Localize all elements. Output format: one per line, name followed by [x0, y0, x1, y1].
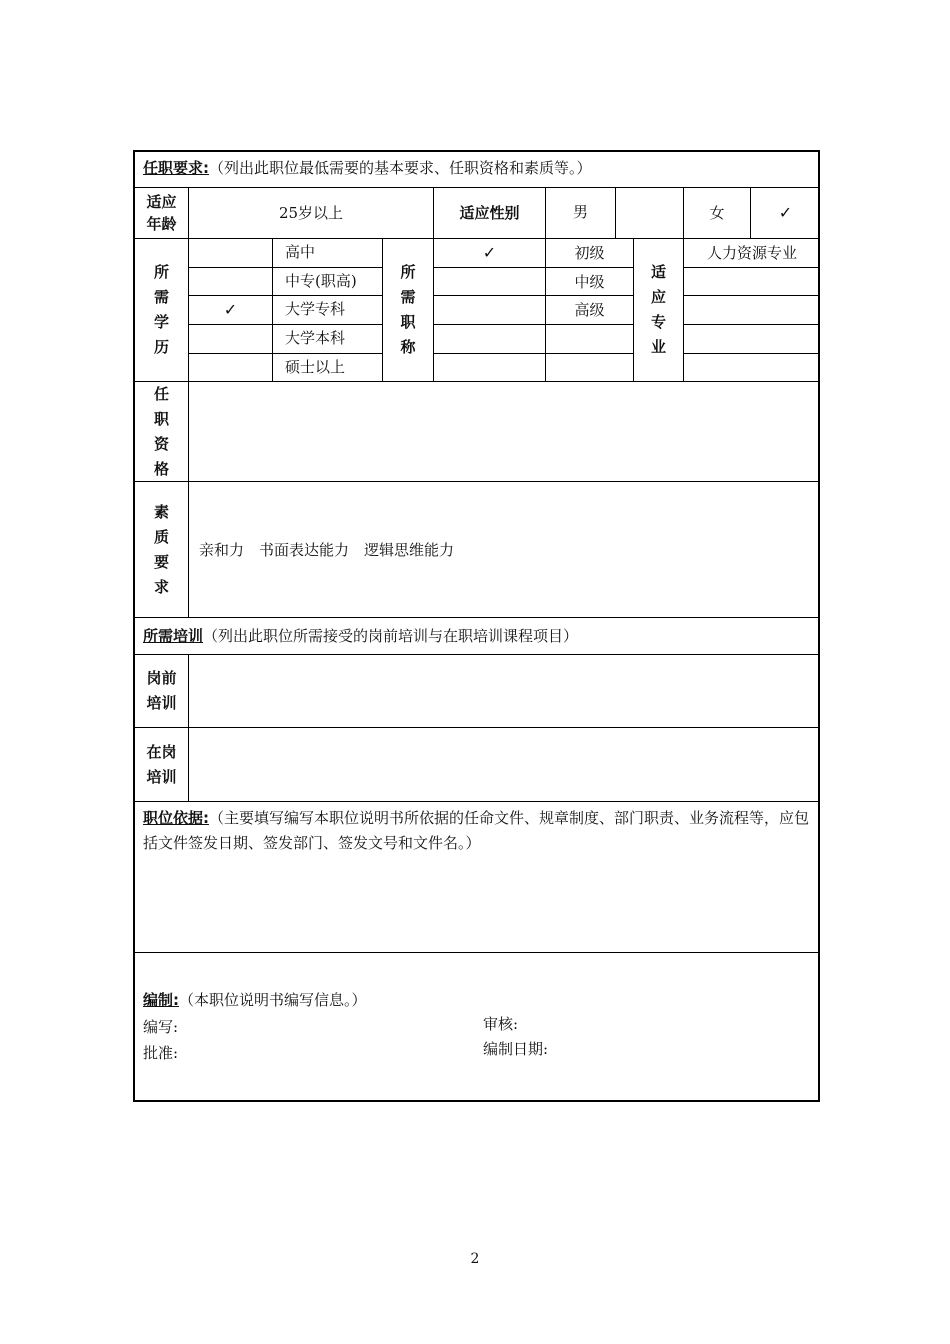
quality-label-char: 素 — [153, 502, 169, 521]
gender-label: 适应性别 — [459, 204, 520, 222]
qualification-label-char: 格 — [153, 459, 169, 478]
title-label-char: 职 — [400, 313, 416, 331]
title-check: ✓ — [482, 243, 497, 262]
gender-male-mark-cell — [616, 188, 684, 239]
compile-cell — [135, 953, 820, 1102]
qualification-label-cell — [135, 382, 189, 482]
education-label-char: 所 — [153, 263, 169, 281]
gender-female-mark-cell — [751, 188, 820, 239]
major-value-cell — [684, 296, 820, 325]
major-value-cell — [684, 239, 820, 268]
title-option-cell — [546, 239, 634, 268]
title-option-cell — [546, 325, 634, 354]
education-option-cell — [273, 325, 383, 354]
page-number: 2 — [470, 1251, 480, 1267]
title-mark-cell — [434, 296, 546, 325]
pre-training-value-cell — [189, 655, 820, 728]
title-option-name: 高级 — [574, 301, 605, 319]
education-option-name: 大学专科 — [285, 300, 346, 318]
major-label-char: 专 — [650, 313, 666, 331]
education-option-name: 硕士以上 — [285, 358, 346, 376]
compile-note: （本职位说明书编写信息。） — [179, 991, 367, 1009]
training-note: （列出此职位所需接受的岗前培训与在职培训课程项目） — [203, 627, 579, 645]
education-label-cell — [135, 239, 189, 382]
age-label-cell — [135, 188, 189, 239]
on-training-value-cell — [189, 728, 820, 802]
pre-training-label-line1: 岗前 — [146, 669, 177, 687]
education-check: ✓ — [223, 300, 238, 319]
title-option-cell — [546, 268, 634, 296]
education-mark-cell — [189, 239, 273, 268]
qualification-label-char: 资 — [153, 434, 169, 453]
major-value-cell — [684, 325, 820, 354]
requirements-note: （列出此职位最低需要的基本要求、任职资格和素质等。） — [209, 159, 592, 177]
title-mark-cell — [434, 325, 546, 354]
pre-training-label-line2: 培训 — [146, 694, 177, 712]
job-description-table — [133, 150, 820, 1102]
on-training-label-cell — [135, 728, 189, 802]
major-label-cell — [634, 239, 684, 382]
quality-label-char: 质 — [153, 527, 169, 546]
education-option-name: 高中 — [285, 243, 316, 261]
title-label-char: 称 — [400, 338, 416, 356]
requirements-header-cell — [135, 152, 820, 188]
title-label-cell — [383, 239, 434, 382]
qualification-label-char: 任 — [153, 384, 169, 403]
gender-male: 男 — [573, 203, 589, 221]
education-mark-cell — [189, 296, 273, 325]
compile-heading: 编制: — [143, 991, 179, 1009]
title-option-name: 中级 — [574, 272, 605, 291]
quality-label-char: 求 — [153, 577, 169, 596]
title-option-name: 初级 — [574, 244, 605, 262]
title-mark-cell — [434, 354, 546, 382]
title-mark-cell — [434, 268, 546, 296]
title-option-cell — [546, 354, 634, 382]
major-label-char: 应 — [650, 288, 666, 306]
major-value: 人力资源专业 — [706, 244, 797, 262]
education-mark-cell — [189, 268, 273, 296]
education-mark-cell — [189, 325, 273, 354]
major-label-char: 业 — [650, 338, 666, 356]
education-label-char: 学 — [153, 313, 169, 331]
education-option-name: 大学本科 — [285, 329, 346, 347]
compile-writer: 编写: — [143, 1018, 179, 1036]
quality-label-char: 要 — [153, 552, 169, 571]
gender-female: 女 — [709, 204, 725, 222]
age-label-line2: 年龄 — [146, 215, 177, 233]
title-label-char: 需 — [400, 288, 416, 306]
gender-label-cell — [434, 188, 546, 239]
education-mark-cell — [189, 354, 273, 382]
major-label-char: 适 — [650, 263, 666, 281]
major-value-cell — [684, 354, 820, 382]
quality-label-cell — [135, 482, 189, 618]
education-option-cell — [273, 239, 383, 268]
pre-training-label-cell — [135, 655, 189, 728]
compile-date: 编制日期: — [483, 1040, 549, 1058]
basis-note: （主要填写编写本职位说明书所依据的任命文件、规章制度、部门职责、业务流程等，应包括文件签发日期、签发部门、签发文号和文件名。） — [143, 809, 810, 852]
requirements-heading: 任职要求: — [143, 159, 209, 177]
training-header-cell — [135, 618, 820, 655]
education-label-char: 需 — [153, 288, 169, 306]
compile-approver: 批准: — [143, 1044, 179, 1062]
qualification-label-char: 职 — [153, 409, 169, 428]
education-label-char: 历 — [153, 338, 169, 356]
education-option-cell — [273, 268, 383, 296]
gender-female-cell — [684, 188, 751, 239]
title-label-char: 所 — [400, 263, 416, 281]
age-value-cell — [189, 188, 434, 239]
basis-heading: 职位依据: — [143, 809, 209, 827]
quality-value-cell — [189, 482, 820, 618]
quality-value: 亲和力 书面表达能力 逻辑思维能力 — [199, 540, 455, 559]
education-option-name: 中专(职高) — [285, 272, 357, 290]
basis-cell — [135, 802, 820, 953]
education-option-cell — [273, 296, 383, 325]
major-value-cell — [684, 268, 820, 296]
title-option-cell — [546, 296, 634, 325]
training-heading: 所需培训 — [143, 627, 204, 645]
education-option-cell — [273, 354, 383, 382]
gender-male-cell — [546, 188, 616, 239]
compile-header — [143, 991, 367, 1009]
on-training-label-line2: 培训 — [146, 767, 177, 786]
age-value: 25岁以上 — [278, 204, 344, 222]
compile-reviewer: 审核: — [483, 1015, 519, 1033]
age-label-line1: 适应 — [146, 193, 177, 211]
on-training-label-line1: 在岗 — [146, 742, 177, 761]
gender-female-check: ✓ — [778, 203, 793, 222]
qualification-value-cell — [189, 382, 820, 482]
title-mark-cell — [434, 239, 546, 268]
